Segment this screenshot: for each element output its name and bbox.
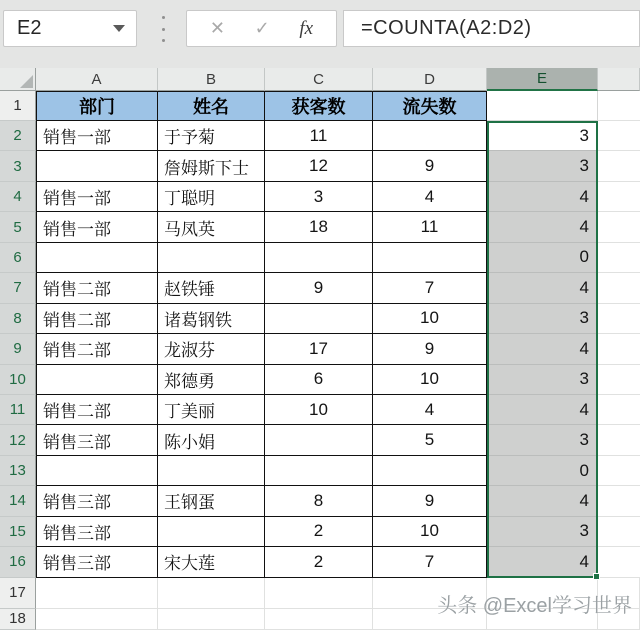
cell-f9[interactable] <box>598 334 640 364</box>
cell-b4[interactable]: 丁聪明 <box>158 182 265 212</box>
sheet-row-14 <box>0 486 640 516</box>
select-all-button[interactable] <box>0 68 36 91</box>
cell-d4[interactable]: 4 <box>373 182 487 212</box>
cell-c11[interactable]: 10 <box>265 395 373 425</box>
cell-f11[interactable] <box>598 395 640 425</box>
cell-c4[interactable]: 3 <box>265 182 373 212</box>
cell-b17[interactable] <box>158 578 265 609</box>
cell-f6[interactable] <box>598 243 640 273</box>
cell-d9[interactable]: 9 <box>373 334 487 364</box>
cell-e1[interactable] <box>487 91 598 121</box>
sheet-row-9 <box>0 334 640 364</box>
cell-a1[interactable]: 部门 <box>36 91 158 121</box>
sheet-row-8 <box>0 304 640 334</box>
column-header-c[interactable]: C <box>265 68 373 91</box>
cell-f18[interactable] <box>598 609 640 630</box>
cell-e14[interactable]: 4 <box>487 486 598 516</box>
cell-a12[interactable]: 销售三部 <box>36 425 158 455</box>
cell-d1[interactable]: 流失数 <box>373 91 487 121</box>
worksheet-grid <box>0 68 640 630</box>
column-header-row <box>0 68 640 91</box>
row-header-10[interactable]: 10 <box>0 365 36 395</box>
cell-a10[interactable] <box>36 365 158 395</box>
column-header-a[interactable]: A <box>36 68 158 91</box>
cell-d6[interactable] <box>373 243 487 273</box>
row-header-18[interactable]: 18 <box>0 609 36 630</box>
sheet-row-6 <box>0 243 640 273</box>
row-header-9[interactable]: 9 <box>0 334 36 364</box>
cell-b8[interactable]: 诸葛钢铁 <box>158 304 265 334</box>
row-header-11[interactable]: 11 <box>0 395 36 425</box>
cell-b5[interactable]: 马凤英 <box>158 212 265 242</box>
row-header-5[interactable]: 5 <box>0 212 36 242</box>
cell-c13[interactable] <box>265 456 373 486</box>
select-all-triangle-icon <box>20 75 33 88</box>
row-header-2[interactable]: 2 <box>0 121 36 151</box>
cell-b7[interactable]: 赵铁锤 <box>158 273 265 303</box>
cell-f14[interactable] <box>598 486 640 516</box>
row-header-8[interactable]: 8 <box>0 304 36 334</box>
cell-c16[interactable]: 2 <box>265 547 373 577</box>
cell-e4[interactable]: 4 <box>487 182 598 212</box>
row-header-4[interactable]: 4 <box>0 182 36 212</box>
cell-b13[interactable] <box>158 456 265 486</box>
row-header-17[interactable]: 17 <box>0 578 36 609</box>
cell-b18[interactable] <box>158 609 265 630</box>
enter-icon[interactable]: ✓ <box>254 18 270 38</box>
sheet-row-2 <box>0 121 640 151</box>
cell-b6[interactable] <box>158 243 265 273</box>
cell-b12[interactable]: 陈小娟 <box>158 425 265 455</box>
cell-a18[interactable] <box>36 609 158 630</box>
cell-c7[interactable]: 9 <box>265 273 373 303</box>
row-header-12[interactable]: 12 <box>0 425 36 455</box>
formula-text: =COUNTA(A2:D2) <box>361 17 532 39</box>
cell-b10[interactable]: 郑德勇 <box>158 365 265 395</box>
sheet-row-17 <box>0 578 640 609</box>
cell-a4[interactable]: 销售一部 <box>36 182 158 212</box>
sheet-row-11 <box>0 395 640 425</box>
cell-b11[interactable]: 丁美丽 <box>158 395 265 425</box>
cell-d14[interactable]: 9 <box>373 486 487 516</box>
sheet-row-4 <box>0 182 640 212</box>
cell-e17[interactable] <box>487 578 598 609</box>
name-box-value: E2 <box>17 17 42 39</box>
formula-input[interactable] <box>343 10 640 47</box>
cell-e12[interactable]: 3 <box>487 425 598 455</box>
cell-d18[interactable] <box>373 609 487 630</box>
cell-f12[interactable] <box>598 425 640 455</box>
sheet-row-5 <box>0 212 640 242</box>
row-header-15[interactable]: 15 <box>0 517 36 547</box>
cell-d12[interactable]: 5 <box>373 425 487 455</box>
cell-c3[interactable]: 12 <box>265 151 373 181</box>
cell-a16[interactable]: 销售三部 <box>36 547 158 577</box>
watermark-text: 头条 @Excel学习世界 <box>437 595 632 617</box>
cell-b3[interactable]: 詹姆斯下士 <box>158 151 265 181</box>
name-box-dropdown-icon[interactable] <box>113 25 125 32</box>
cell-e11[interactable]: 4 <box>487 395 598 425</box>
cell-d10[interactable]: 10 <box>373 365 487 395</box>
cell-c6[interactable] <box>265 243 373 273</box>
sheet-row-10 <box>0 365 640 395</box>
cell-f5[interactable] <box>598 212 640 242</box>
cell-a5[interactable]: 销售一部 <box>36 212 158 242</box>
insert-function-icon[interactable]: fx <box>299 17 314 39</box>
cell-c10[interactable]: 6 <box>265 365 373 395</box>
cell-a7[interactable]: 销售二部 <box>36 273 158 303</box>
cell-f4[interactable] <box>598 182 640 212</box>
cell-d2[interactable] <box>373 121 487 151</box>
column-header-e[interactable]: E <box>487 68 598 91</box>
cell-e15[interactable]: 3 <box>487 517 598 547</box>
cell-d7[interactable]: 7 <box>373 273 487 303</box>
cell-f15[interactable] <box>598 517 640 547</box>
row-header-14[interactable]: 14 <box>0 486 36 516</box>
cell-f17[interactable] <box>598 578 640 609</box>
cell-a9[interactable]: 销售二部 <box>36 334 158 364</box>
name-box[interactable] <box>3 10 137 47</box>
row-header-7[interactable]: 7 <box>0 273 36 303</box>
cell-d8[interactable]: 10 <box>373 304 487 334</box>
cell-d5[interactable]: 11 <box>373 212 487 242</box>
sheet-row-16 <box>0 547 640 577</box>
cell-a14[interactable]: 销售三部 <box>36 486 158 516</box>
row-header-3[interactable]: 3 <box>0 151 36 181</box>
cell-a6[interactable] <box>36 243 158 273</box>
cell-f1[interactable] <box>598 91 640 121</box>
cell-e8[interactable]: 3 <box>487 304 598 334</box>
cell-b9[interactable]: 龙淑芬 <box>158 334 265 364</box>
cell-e13[interactable]: 0 <box>487 456 598 486</box>
cell-e16[interactable]: 4 <box>487 547 598 577</box>
cell-e2-active[interactable]: 3 <box>487 121 598 151</box>
column-header-b[interactable]: B <box>158 68 265 91</box>
cell-a13[interactable] <box>36 456 158 486</box>
cell-c1[interactable]: 获客数 <box>265 91 373 121</box>
formula-buttons <box>186 10 337 47</box>
cell-b1[interactable]: 姓名 <box>158 91 265 121</box>
sheet-row-7 <box>0 273 640 303</box>
row-header-6[interactable]: 6 <box>0 243 36 273</box>
cell-e6[interactable]: 0 <box>487 243 598 273</box>
sheet-row-12 <box>0 425 640 455</box>
cell-c18[interactable] <box>265 609 373 630</box>
row-header-1[interactable]: 1 <box>0 91 36 121</box>
cell-f7[interactable] <box>598 273 640 303</box>
sheet-row-1 <box>0 91 640 121</box>
cell-d16[interactable]: 7 <box>373 547 487 577</box>
cell-e18[interactable] <box>487 609 598 630</box>
cell-a2[interactable]: 销售一部 <box>36 121 158 151</box>
cell-f13[interactable] <box>598 456 640 486</box>
column-header-d[interactable]: D <box>373 68 487 91</box>
cell-c15[interactable]: 2 <box>265 517 373 547</box>
cell-e10[interactable]: 3 <box>487 365 598 395</box>
cell-e5[interactable]: 4 <box>487 212 598 242</box>
cell-a11[interactable]: 销售二部 <box>36 395 158 425</box>
cell-c14[interactable]: 8 <box>265 486 373 516</box>
row-header-16[interactable]: 16 <box>0 547 36 577</box>
cell-d15[interactable]: 10 <box>373 517 487 547</box>
cell-d11[interactable]: 4 <box>373 395 487 425</box>
cell-b2[interactable]: 于予菊 <box>158 121 265 151</box>
cell-e3[interactable]: 3 <box>487 151 598 181</box>
cell-f10[interactable] <box>598 365 640 395</box>
cell-e7[interactable]: 4 <box>487 273 598 303</box>
cell-b16[interactable]: 宋大莲 <box>158 547 265 577</box>
formula-bar-area <box>0 0 640 68</box>
cell-c8[interactable] <box>265 304 373 334</box>
sheet-row-3 <box>0 151 640 181</box>
cell-e9[interactable]: 4 <box>487 334 598 364</box>
cell-c2[interactable]: 11 <box>265 121 373 151</box>
column-header-f[interactable] <box>598 68 640 91</box>
row-header-13[interactable]: 13 <box>0 456 36 486</box>
cell-b15[interactable] <box>158 517 265 547</box>
cell-f8[interactable] <box>598 304 640 334</box>
cell-c12[interactable] <box>265 425 373 455</box>
sheet-row-15 <box>0 517 640 547</box>
cell-f16[interactable] <box>598 547 640 577</box>
cell-a8[interactable]: 销售二部 <box>36 304 158 334</box>
sheet-row-18 <box>0 609 640 630</box>
sheet-row-13 <box>0 456 640 486</box>
cell-c17[interactable] <box>265 578 373 609</box>
cell-d3[interactable]: 9 <box>373 151 487 181</box>
cell-c9[interactable]: 17 <box>265 334 373 364</box>
cell-d13[interactable] <box>373 456 487 486</box>
cell-a15[interactable]: 销售三部 <box>36 517 158 547</box>
cell-c5[interactable]: 18 <box>265 212 373 242</box>
cell-f2[interactable] <box>598 121 640 151</box>
cell-d17[interactable] <box>373 578 487 609</box>
cell-f3[interactable] <box>598 151 640 181</box>
formula-bar-drag-handle-icon <box>158 16 168 42</box>
cell-a3[interactable] <box>36 151 158 181</box>
cell-b14[interactable]: 王钢蛋 <box>158 486 265 516</box>
cell-a17[interactable] <box>36 578 158 609</box>
cancel-icon[interactable]: ✕ <box>209 18 225 38</box>
